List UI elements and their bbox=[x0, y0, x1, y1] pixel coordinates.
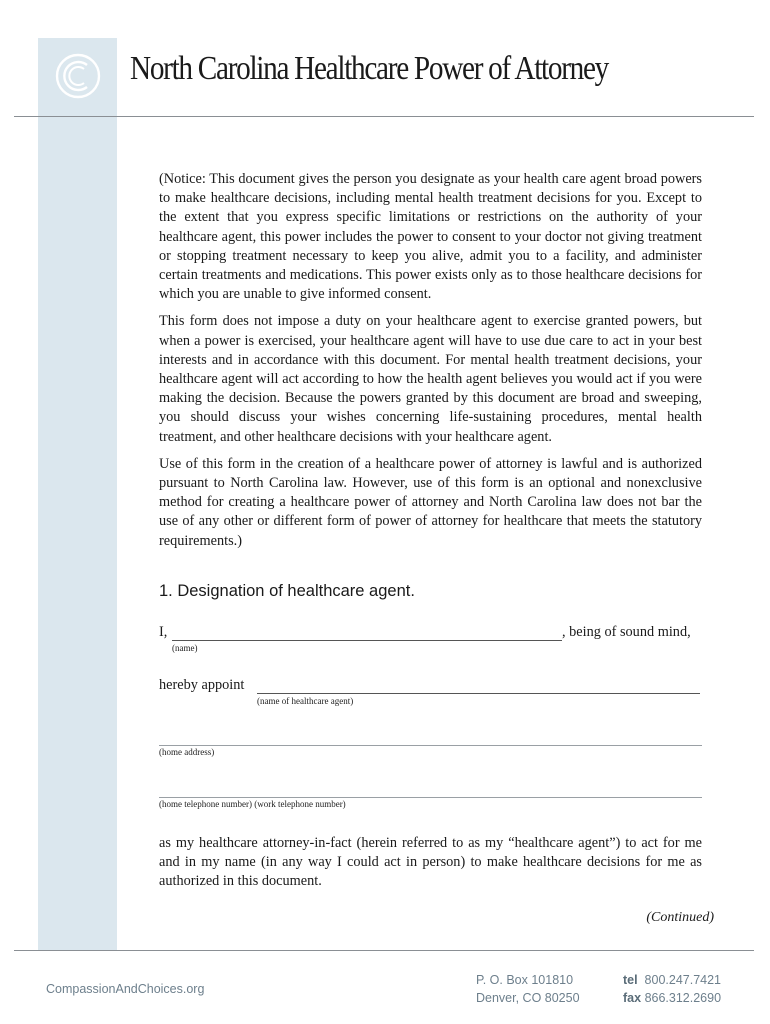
sidebar-band bbox=[38, 38, 117, 951]
footer-contact bbox=[623, 971, 721, 1007]
footer-po-box: P. O. Box 101810 bbox=[476, 973, 574, 987]
compassion-and-choices-logo-icon bbox=[54, 52, 102, 100]
header-divider bbox=[14, 116, 754, 117]
agent-authority-paragraph: as my healthcare attorney-in-fact (herein referred to as my “healthcare agent”) to act for me and in my name (in any way I could act in person) to make healthcare decisions for me as authorized in this document. bbox=[159, 835, 702, 890]
home-address-caption: (home address) bbox=[159, 747, 215, 757]
footer-city: Denver, CO 80250 bbox=[476, 991, 580, 1005]
footer-tel-row bbox=[623, 971, 721, 989]
notice-paragraph-3: Use of this form in the creation of a healthcare power of attorney is lawful and is authorized pursuant to North Carolina law. However, use of this form is an optional and nonexclusive method for creating a healthcare power of attorney and North Carolina law does not bar the use of any other or different form of power of attorney for healthcare that meets the statutory requirements.) bbox=[159, 455, 702, 549]
appoint-label: hereby appoint bbox=[159, 677, 245, 693]
continued-note: (Continued) bbox=[646, 910, 714, 925]
tel-number: 800.247.7421 bbox=[644, 973, 722, 987]
fax-label: fax bbox=[623, 991, 642, 1005]
footer-website: CompassionAndChoices.org bbox=[46, 982, 205, 996]
footer-fax-row bbox=[623, 989, 721, 1007]
notice-paragraph-1: (Notice: This document gives the person you designate as your health care agent broad powers to make healthcare decisions, including mental health treatment decisions for you. Except to the extent that you express specific limitations or restrictions on the authority of your healthcare agent, this power includes the power to consent to your doctor not giving treatment or stopping treatment necessary to keep you alive, admit you to a facility, and administer certain treatments and medications. This power exists only as to those healthcare decisions for which you are unable to give informed consent. bbox=[159, 171, 702, 303]
home-address-field[interactable] bbox=[159, 745, 702, 746]
i-label: I, bbox=[159, 624, 168, 640]
sound-mind-text: , being of sound mind, bbox=[562, 624, 691, 640]
page-title: North Carolina Healthcare Power of Attorney bbox=[130, 50, 608, 87]
agent-name-field[interactable] bbox=[257, 693, 700, 694]
fax-number: 866.312.2690 bbox=[644, 991, 722, 1005]
agent-name-caption: (name of healthcare agent) bbox=[257, 696, 354, 706]
footer-address bbox=[476, 971, 580, 1007]
footer-divider bbox=[14, 950, 754, 951]
telephone-field[interactable] bbox=[159, 797, 702, 798]
notice-paragraph-2: This form does not impose a duty on your healthcare agent to exercise granted powers, but when a power is exercised, your healthcare agent will have to use due care to act in your best interests and in accordance with this document. For mental health treatment decisions, your healthcare agent will act according to how the health agent believes you would act if you were making the decision. Because the powers granted by this document are broad and sweeping, you should discuss your wishes concerning life-sustaining procedures, mental health treatment, and other healthcare decisions with your healthcare agent. bbox=[159, 313, 702, 445]
telephone-caption: (home telephone number) (work telephone number) bbox=[159, 799, 346, 809]
tel-label: tel bbox=[623, 973, 638, 987]
section-1-heading: 1. Designation of healthcare agent. bbox=[159, 582, 415, 600]
principal-name-field[interactable] bbox=[172, 640, 562, 641]
notice-section bbox=[159, 170, 702, 559]
name-caption: (name) bbox=[172, 643, 198, 653]
